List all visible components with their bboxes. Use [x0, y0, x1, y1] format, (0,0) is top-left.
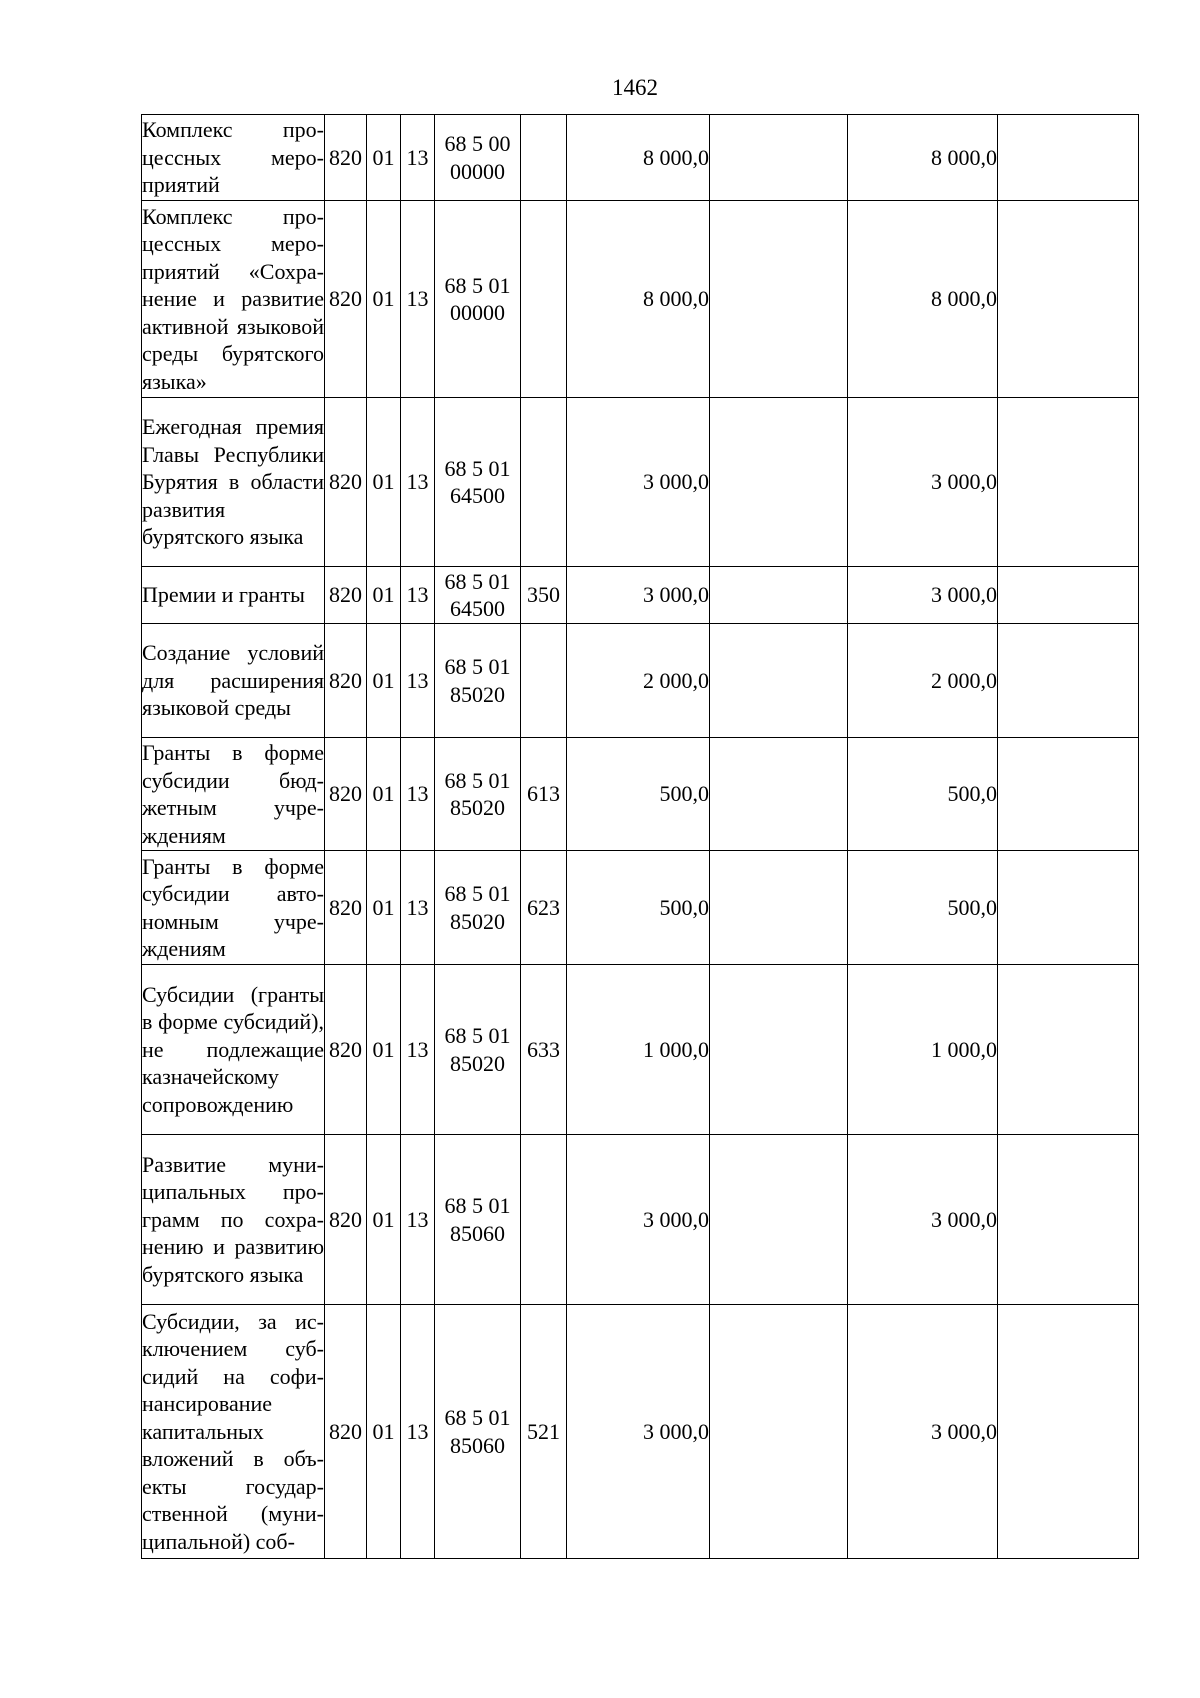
- amount-federal: [710, 851, 848, 965]
- item-name: Комплекс процессных мероприятий: [142, 115, 325, 201]
- amount-other: [998, 201, 1139, 398]
- ministry-code: 820: [325, 965, 367, 1135]
- amount-regional: 3 000,0: [848, 398, 998, 567]
- amount-total: 2 000,0: [567, 624, 710, 738]
- table-row: [142, 398, 1139, 567]
- ministry-code: 820: [325, 624, 367, 738]
- expense-type-code: 521: [521, 1305, 567, 1559]
- subsection-code: 13: [401, 398, 435, 567]
- section-code: 01: [367, 624, 401, 738]
- ministry-code: 820: [325, 115, 367, 201]
- section-code: 01: [367, 398, 401, 567]
- amount-federal: [710, 965, 848, 1135]
- expense-type-code: [521, 115, 567, 201]
- amount-regional: 1 000,0: [848, 965, 998, 1135]
- ministry-code: 820: [325, 398, 367, 567]
- section-code: 01: [367, 738, 401, 851]
- section-code: 01: [367, 115, 401, 201]
- item-name: Создание условий для расширения языковой среды: [142, 624, 325, 738]
- amount-regional: 8 000,0: [848, 115, 998, 201]
- section-code: 01: [367, 1135, 401, 1305]
- target-item-code: 68 5 00 00000: [435, 115, 521, 201]
- table-row: [142, 1135, 1139, 1305]
- expense-type-code: [521, 398, 567, 567]
- amount-regional: 3 000,0: [848, 1305, 998, 1559]
- amount-total: 3 000,0: [567, 1135, 710, 1305]
- amount-other: [998, 851, 1139, 965]
- amount-federal: [710, 624, 848, 738]
- subsection-code: 13: [401, 201, 435, 398]
- amount-other: [998, 965, 1139, 1135]
- amount-other: [998, 567, 1139, 624]
- section-code: 01: [367, 201, 401, 398]
- amount-regional: 2 000,0: [848, 624, 998, 738]
- expense-type-code: 613: [521, 738, 567, 851]
- target-item-code: 68 5 01 85020: [435, 624, 521, 738]
- amount-federal: [710, 738, 848, 851]
- table-row: [142, 115, 1139, 201]
- amount-total: 8 000,0: [567, 201, 710, 398]
- amount-regional: 500,0: [848, 851, 998, 965]
- amount-total: 500,0: [567, 851, 710, 965]
- subsection-code: 13: [401, 567, 435, 624]
- table-row: [142, 738, 1139, 851]
- amount-total: 3 000,0: [567, 398, 710, 567]
- subsection-code: 13: [401, 965, 435, 1135]
- item-name: Гранты в форме субсидии автономным учреждениям: [142, 851, 325, 965]
- amount-regional: 3 000,0: [848, 567, 998, 624]
- table-row: [142, 1305, 1139, 1559]
- target-item-code: 68 5 01 85020: [435, 965, 521, 1135]
- subsection-code: 13: [401, 1135, 435, 1305]
- table-row: [142, 567, 1139, 624]
- target-item-code: 68 5 01 85020: [435, 851, 521, 965]
- table-body: [142, 115, 1139, 1559]
- target-item-code: 68 5 01 64500: [435, 567, 521, 624]
- amount-total: 3 000,0: [567, 1305, 710, 1559]
- section-code: 01: [367, 1305, 401, 1559]
- item-name: Премии и гранты: [142, 567, 325, 624]
- table-row: [142, 965, 1139, 1135]
- item-name: Развитие муниципальных программ по сохранению и развитию бурятского языка: [142, 1135, 325, 1305]
- expense-type-code: [521, 624, 567, 738]
- amount-regional: 8 000,0: [848, 201, 998, 398]
- amount-total: 8 000,0: [567, 115, 710, 201]
- amount-total: 500,0: [567, 738, 710, 851]
- amount-other: [998, 1135, 1139, 1305]
- item-name: Гранты в форме субсидии бюджетным учреждениям: [142, 738, 325, 851]
- expense-type-code: 633: [521, 965, 567, 1135]
- amount-federal: [710, 398, 848, 567]
- amount-federal: [710, 201, 848, 398]
- ministry-code: 820: [325, 851, 367, 965]
- section-code: 01: [367, 851, 401, 965]
- item-name: Комплекс процессных мероприятий «Сохранение и развитие активной языковой среды бурятского языка»: [142, 201, 325, 398]
- target-item-code: 68 5 01 85060: [435, 1135, 521, 1305]
- amount-other: [998, 398, 1139, 567]
- expense-type-code: [521, 201, 567, 398]
- amount-other: [998, 1305, 1139, 1559]
- amount-federal: [710, 567, 848, 624]
- section-code: 01: [367, 567, 401, 624]
- target-item-code: 68 5 01 85060: [435, 1305, 521, 1559]
- amount-total: 1 000,0: [567, 965, 710, 1135]
- amount-regional: 3 000,0: [848, 1135, 998, 1305]
- item-name: Субсидии, за исключением субсидий на софинансирование капитальных вложений в объекты государственной (муниципальной) соб-: [142, 1305, 325, 1559]
- ministry-code: 820: [325, 738, 367, 851]
- target-item-code: 68 5 01 64500: [435, 398, 521, 567]
- amount-other: [998, 738, 1139, 851]
- table-row: [142, 624, 1139, 738]
- ministry-code: 820: [325, 567, 367, 624]
- amount-federal: [710, 1305, 848, 1559]
- target-item-code: 68 5 01 00000: [435, 201, 521, 398]
- amount-other: [998, 115, 1139, 201]
- amount-other: [998, 624, 1139, 738]
- item-name: Субсидии (гранты в форме субсидий), не подлежащие казначейскому сопровождению: [142, 965, 325, 1135]
- target-item-code: 68 5 01 85020: [435, 738, 521, 851]
- amount-federal: [710, 115, 848, 201]
- subsection-code: 13: [401, 851, 435, 965]
- ministry-code: 820: [325, 1135, 367, 1305]
- ministry-code: 820: [325, 1305, 367, 1559]
- subsection-code: 13: [401, 738, 435, 851]
- expense-type-code: [521, 1135, 567, 1305]
- section-code: 01: [367, 965, 401, 1135]
- amount-federal: [710, 1135, 848, 1305]
- amount-total: 3 000,0: [567, 567, 710, 624]
- budget-table: [141, 114, 1139, 1559]
- subsection-code: 13: [401, 115, 435, 201]
- item-name: Ежегодная премия Главы Республики Бурятия в области развития бурятского языка: [142, 398, 325, 567]
- expense-type-code: 350: [521, 567, 567, 624]
- page-number: 1462: [612, 75, 658, 100]
- subsection-code: 13: [401, 624, 435, 738]
- subsection-code: 13: [401, 1305, 435, 1559]
- amount-regional: 500,0: [848, 738, 998, 851]
- ministry-code: 820: [325, 201, 367, 398]
- expense-type-code: 623: [521, 851, 567, 965]
- table-row: [142, 851, 1139, 965]
- table-row: [142, 201, 1139, 398]
